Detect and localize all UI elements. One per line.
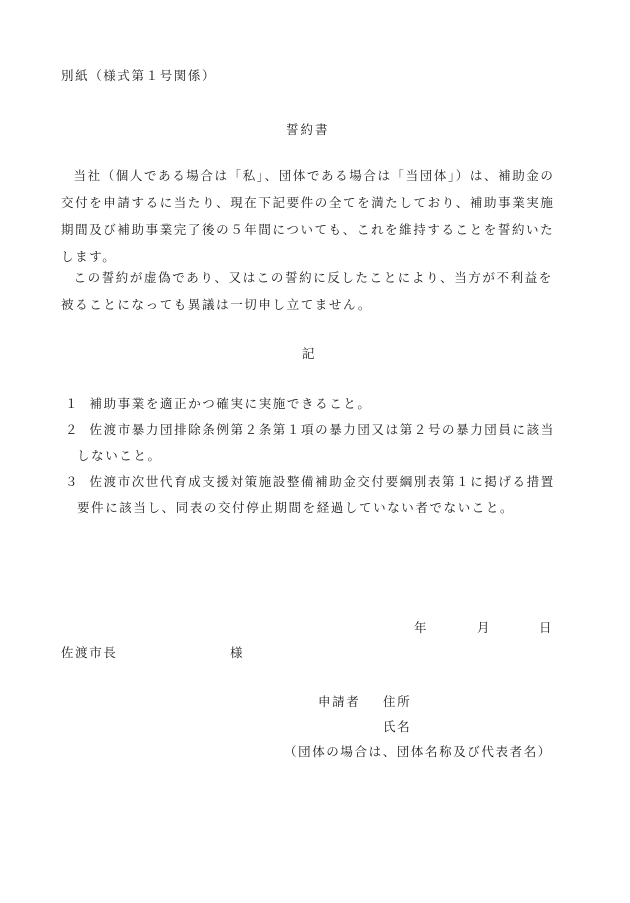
requirement-text: 補助事業を適正かつ確実に実施できること。: [89, 396, 372, 411]
requirements-list: [61, 391, 555, 521]
requirement-number: ２: [65, 422, 80, 437]
pledge-paragraph-2: この誓約が虚偽であり、又はこの誓約に反したことにより、当方が不利益を被ることになっても異議は一切申し立てません。: [61, 270, 553, 312]
date-month-label: 月: [477, 620, 492, 635]
list-item: [61, 391, 555, 417]
pledge-paragraph-1: 当社（個人である場合は「私」、団体である場合は「当団体」）は、補助金の交付を申請するに当たり、現在下記要件の全てを満たしており、補助事業実施期間及び補助事業完了後の５年間についても、これを維持することを誓約いたします。: [61, 168, 555, 264]
section-heading: 記: [302, 346, 317, 361]
requirement-number: ３: [65, 474, 80, 489]
requirement-number: １: [65, 396, 80, 411]
applicant-note: （団体の場合は、団体名称及び代表者名）: [284, 744, 552, 759]
requirement-text: 佐渡市次世代育成支援対策施設整備補助金交付要綱別表第１に掲げる措置要件に該当し、同表の交付停止期間を経過していない者でないこと。: [77, 474, 555, 515]
requirement-text: 佐渡市暴力団排除条例第２条第１項の暴力団又は第２号の暴力団員に該当しないこと。: [77, 422, 555, 463]
addressee-name: 佐渡市長: [61, 645, 118, 660]
list-item: [61, 417, 555, 469]
applicant-name-label: 氏名: [383, 719, 412, 734]
list-item: [61, 469, 555, 521]
addressee-honorific: 様: [230, 645, 245, 660]
applicant-address-label: 住所: [383, 694, 412, 709]
date-day-label: 日: [539, 620, 554, 635]
applicant-label: 申請者: [318, 694, 361, 709]
date-year-label: 年: [414, 620, 429, 635]
attachment-label: 別紙（様式第１号関係）: [61, 68, 217, 83]
document-title: 誓約書: [286, 122, 330, 137]
